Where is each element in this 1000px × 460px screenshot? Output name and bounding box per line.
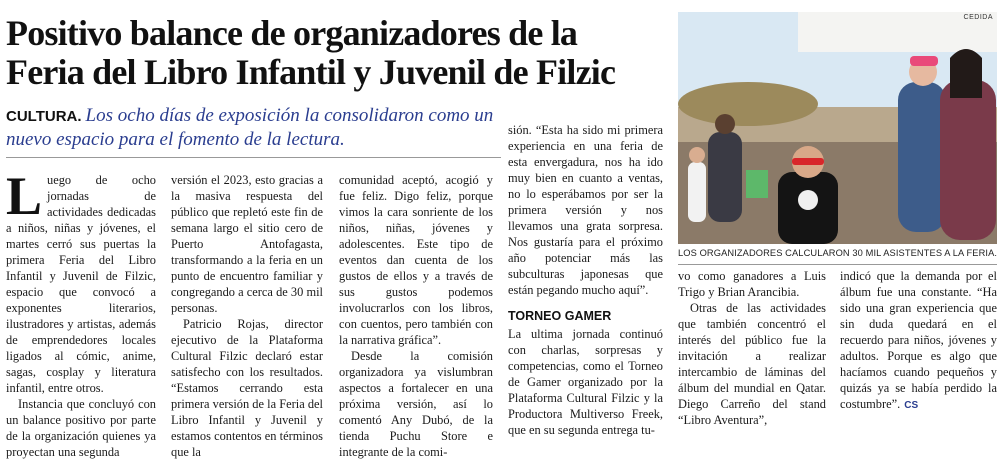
lead-paragraph — [6, 104, 501, 151]
photo-caption: LOS ORGANIZADORES CALCULARON 30 MIL ASISTENTES A LA FERIA. — [678, 248, 998, 258]
headline-line-2: Feria del Libro Infantil y Juvenil de Filzic — [6, 52, 616, 92]
paragraph: versión el 2023, esto gracias a la masiva respuesta del público que repletó este fin de semana largo el sitio cero de Puerto Antofagasta, transformando a la feria en un punto de encuentro familiar y congregando a cerca de 30 mil personas. — [171, 173, 323, 315]
photo-illustration — [678, 12, 997, 244]
article-column-5 — [678, 268, 826, 428]
author-end-mark: CS — [904, 400, 919, 411]
paragraph — [6, 166, 156, 396]
subhead-torneo-gamer: TORNEO GAMER — [508, 309, 612, 323]
photo-credit: CEDIDA — [963, 14, 993, 21]
event-photo — [678, 12, 997, 244]
headline — [6, 14, 672, 92]
dropcap: L — [6, 166, 43, 226]
article-column-6 — [840, 268, 997, 414]
section-kicker: CULTURA. — [6, 108, 82, 125]
paragraph: Desde la comisión organizadora ya vislumbran aspectos a fortalecer en una próxima versión, así lo comentó Any Dubó, de la tienda Puchu Store e integrante de la comi- — [339, 349, 493, 459]
paragraph: Otras de las actividades que también concentró el interés del público fue la invitación a realizar intercambio de láminas del álbum del mundial en Qatar. Diego Carreño del stand “Libro Aventura”, — [678, 301, 826, 427]
article-column-3 — [339, 172, 493, 460]
paragraph: Patricio Rojas, director ejecutivo de la Plataforma Cultural Filzic declaró estar satisfecho con los resultados. “Estamos cerrando esta primera versión de la Feria del Libro Infantil y Juvenil y estamos contentos en términos que la — [171, 317, 323, 459]
paragraph: Instancia que concluyó con un balance positivo por parte de la organización quienes ya proyectan una segunda — [6, 397, 156, 459]
lead-divider — [6, 157, 501, 158]
paragraph — [840, 268, 997, 414]
article-column-1 — [6, 166, 156, 460]
article-column-4 — [508, 122, 663, 438]
paragraph-text: uego de ocho jornadas de actividades dedicadas a niños, niñas y jóvenes, el martes cerró sus puertas la primera Feria del Libro Infantil y Juvenil de Filzic, espacio que convocó a exponentes literarios, ilustradores y artistas, además de emprendedores locales ligados al cómic, anime, sagas, cosplay y literatura infantil, entre otros. — [6, 173, 156, 395]
caption-divider — [678, 264, 997, 265]
paragraph: vo como ganadores a Luis Trigo y Brian Arancibia. — [678, 269, 826, 299]
headline-line-1: Positivo balance de organizadores de la — [6, 13, 578, 53]
article-column-2 — [171, 172, 323, 460]
paragraph: La ultima jornada continuó con charlas, sorpresas y competencias, como el Torneo de Gamer organizado por la Plataforma Cultural Filzic y la Productora Multiverso Freek, que en su segunda entrega tu- — [508, 327, 663, 437]
paragraph: sión. “Esta ha sido mi primera experiencia en una feria de esta envergadura, nos ha ido muy bien en cuanto a ventas, no lo esperábamos por ser la primera versión y nos llevamos una grata sorpresa. Nos gustaría para el próximo año potenciar más las subculturas japonesas que están pegando mucho aquí”. — [508, 123, 663, 297]
paragraph: comunidad aceptó, acogió y fue feliz. Digo feliz, porque vimos la cara sonriente de los niños, niñas, jóvenes y adolescentes. Este tipo de eventos dan cuenta de los gustos de ellos y a través de sus gustos podemos involucrarlos con los libros, con cuentos, pero también con la narrativa gráfica”. — [339, 173, 493, 347]
lead-text: Los ocho días de exposición la consolidaron como un nuevo espacio para el fomento de la lectura. — [6, 105, 494, 150]
paragraph-text: indicó que la demanda por el álbum fue una constante. “Ha sido una gran experiencia que sin duda quedará en el recuerdo para niños, jóvenes y adultos. Porque es algo que hacíamos cuando pequeños y quizás ya se había perdido la costumbre”. — [840, 269, 997, 411]
